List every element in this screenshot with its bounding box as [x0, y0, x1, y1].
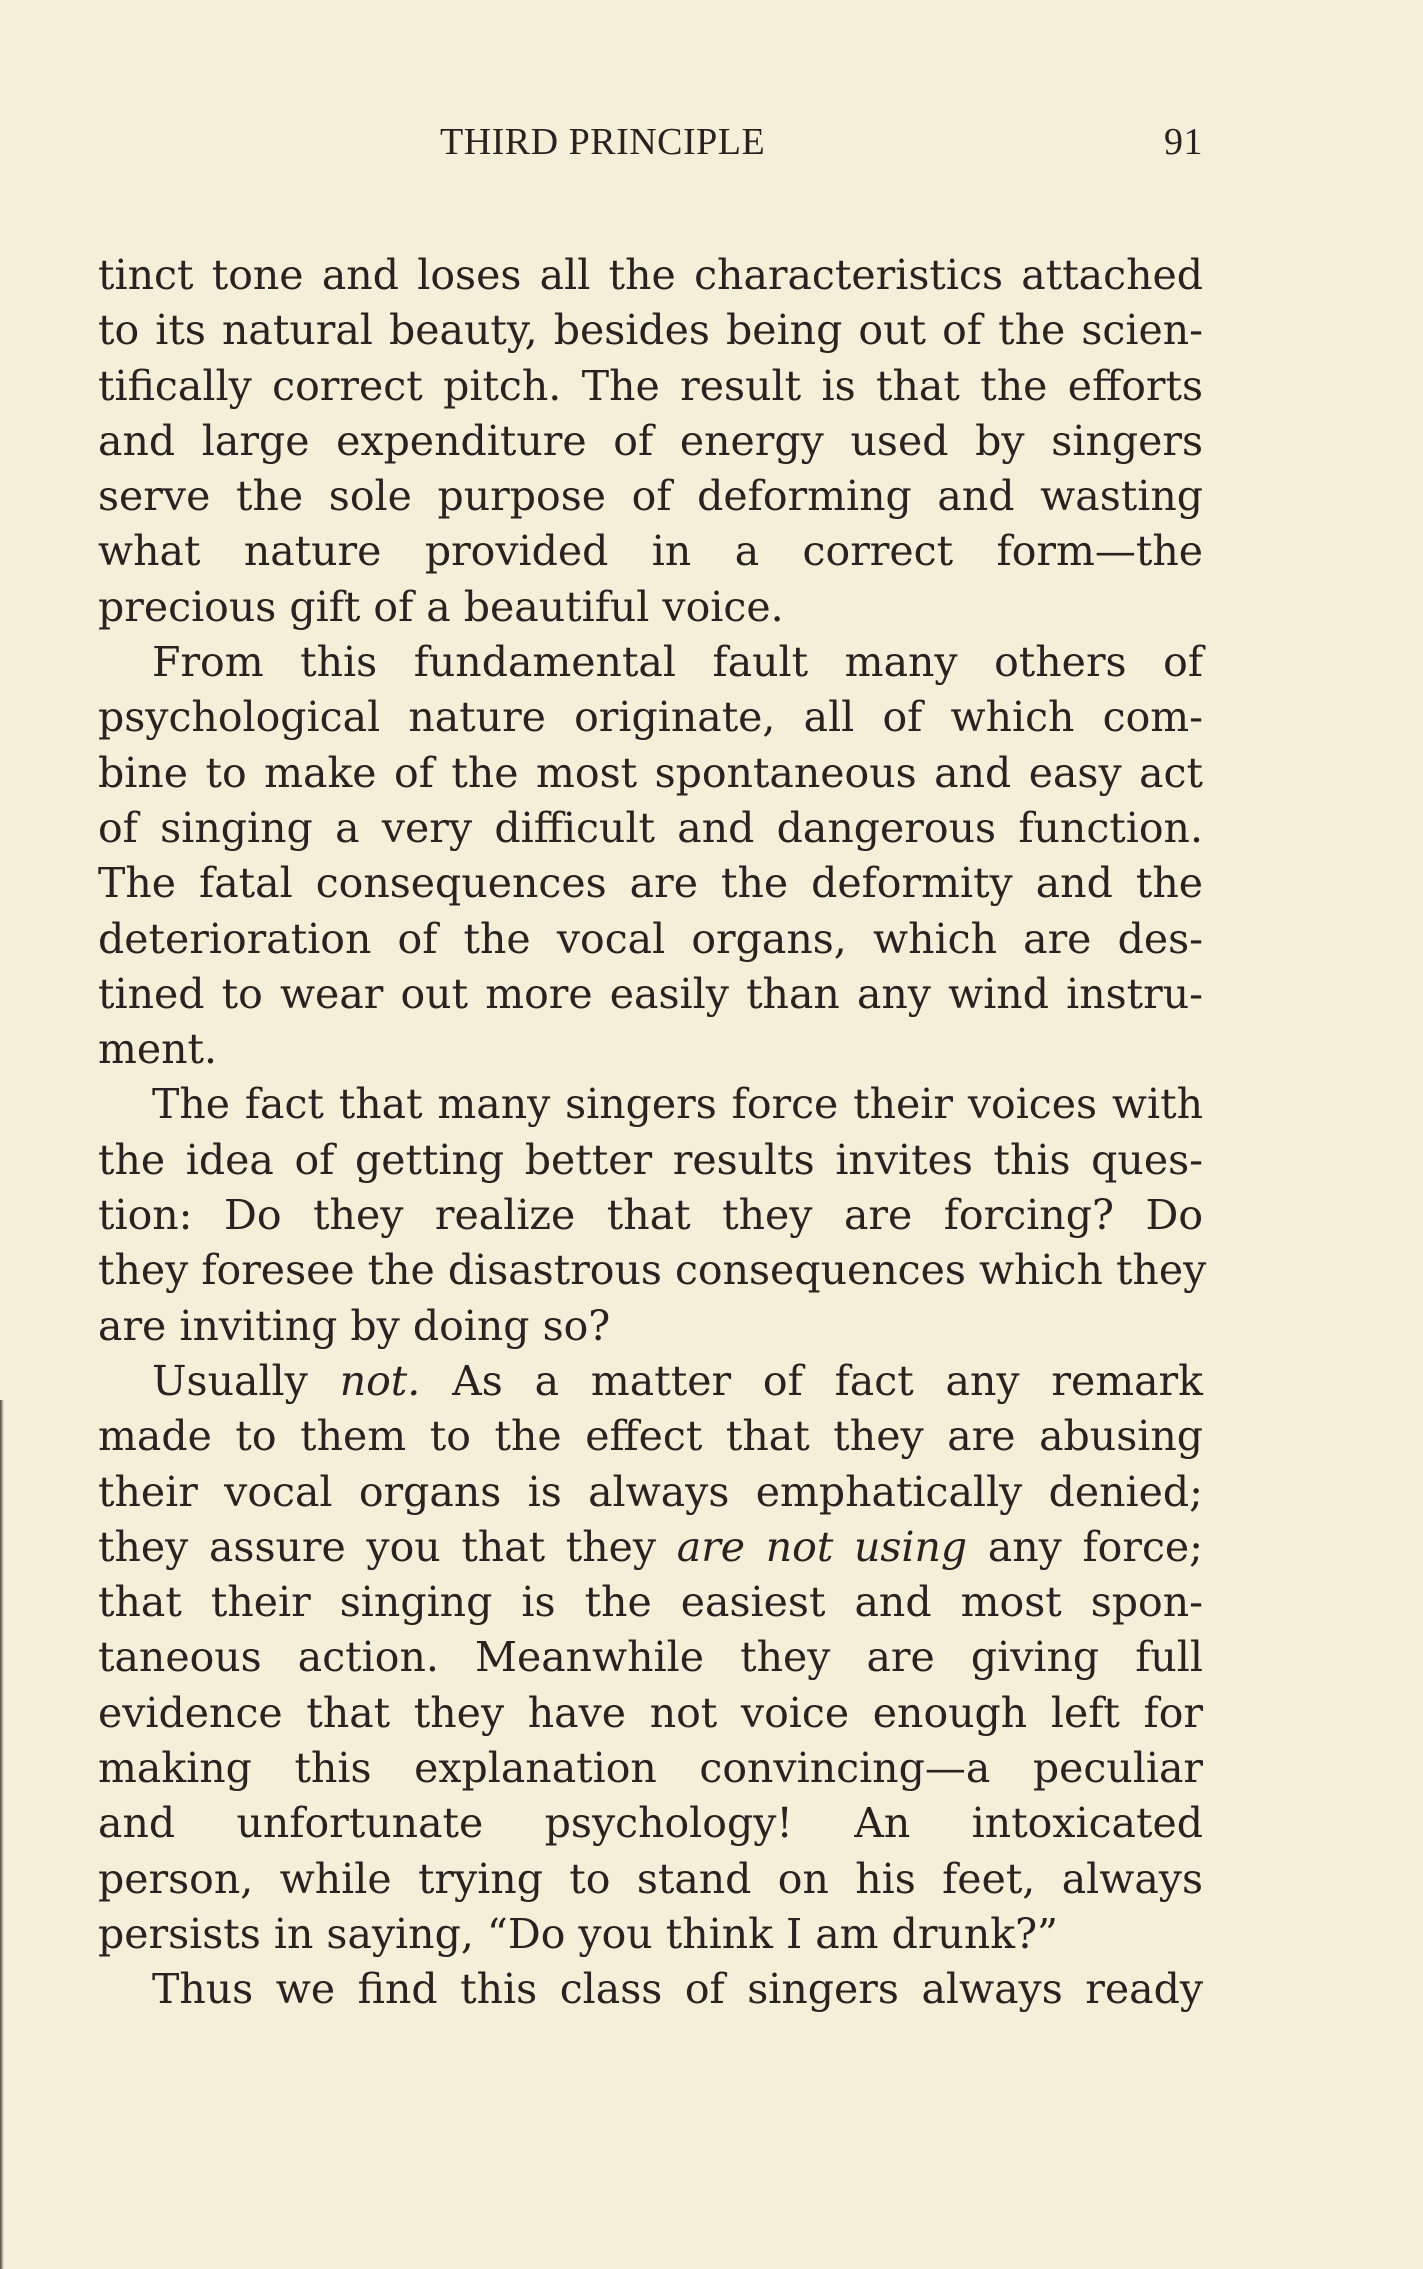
page-number: 91: [1164, 121, 1203, 163]
text-line: are inviting by doing so?: [98, 1301, 611, 1350]
text-line: to its natural beauty, besides being out of the scien-: [98, 306, 1203, 355]
paragraph-1: [98, 248, 1203, 635]
text-line: they foresee the disastrous consequences which they: [98, 1246, 1207, 1295]
body-text: [98, 248, 1207, 2018]
text-run: they assure you that they: [98, 1522, 677, 1571]
text-line: what nature provided in a correct form—the: [98, 527, 1203, 576]
text-line: The fatal consequences are the deformity and the: [98, 859, 1203, 908]
text-run: any force;: [967, 1522, 1203, 1571]
text-line: [98, 1354, 1203, 1409]
text-line: of singing a very difficult and dangerous function.: [98, 803, 1203, 852]
page-edge-shadow: [0, 1400, 4, 2269]
text-line: From this fundamental fault many others of: [152, 638, 1203, 687]
italic-text: are not using: [676, 1522, 968, 1571]
text-line: tined to wear out more easily than any wind instru-: [98, 969, 1203, 1018]
chapter-title: THIRD PRINCIPLE: [440, 121, 766, 163]
text-line: bine to make of the most spontaneous and easy act: [98, 748, 1203, 797]
text-line: evidence that they have not voice enough left for: [98, 1688, 1203, 1737]
text-line: that their singing is the easiest and most spon-: [98, 1578, 1203, 1627]
paragraph-3: [98, 1077, 1207, 1353]
book-page: [98, 120, 1207, 2018]
text-line: persists in saying, “Do you think I am drunk?”: [98, 1909, 1059, 1958]
running-header: [98, 120, 1203, 180]
text-line: psychological nature originate, all of which com-: [98, 693, 1203, 742]
text-line: taneous action. Meanwhile they are giving full: [98, 1633, 1203, 1682]
italic-text: not.: [339, 1356, 421, 1405]
text-line: precious gift of a beautiful voice.: [98, 582, 784, 631]
text-run: Usually: [152, 1356, 340, 1405]
paragraph-5: [98, 1962, 1203, 2017]
text-line: their vocal organs is always emphatically denied;: [98, 1467, 1203, 1516]
text-line: deterioration of the vocal organs, which are des-: [98, 914, 1203, 963]
text-line: The fact that many singers force their voices with: [152, 1080, 1203, 1129]
text-line: making this explanation convincing—a peculiar: [98, 1744, 1203, 1793]
text-line: and unfortunate psychology! An intoxicated: [98, 1799, 1203, 1848]
text-line: the idea of getting better results invites this ques-: [98, 1135, 1203, 1184]
text-line: and large expenditure of energy used by singers: [98, 416, 1203, 465]
text-line: made to them to the effect that they are abusing: [98, 1412, 1203, 1461]
text-line: serve the sole purpose of deforming and wasting: [98, 472, 1203, 521]
text-run: As a matter of fact any remark: [420, 1356, 1203, 1405]
text-line: Thus we find this class of singers always ready: [152, 1965, 1203, 2014]
paragraph-4: [98, 1354, 1203, 1962]
text-line: tifically correct pitch. The result is that the efforts: [98, 361, 1203, 410]
text-line: ment.: [98, 1025, 218, 1074]
text-line: person, while trying to stand on his feet, always: [98, 1854, 1203, 1903]
text-line: tinct tone and loses all the characteristics attached: [98, 251, 1203, 299]
paragraph-2: [98, 635, 1203, 1077]
text-line: tion: Do they realize that they are forcing? Do: [98, 1191, 1203, 1240]
text-line: [98, 1520, 1203, 1575]
